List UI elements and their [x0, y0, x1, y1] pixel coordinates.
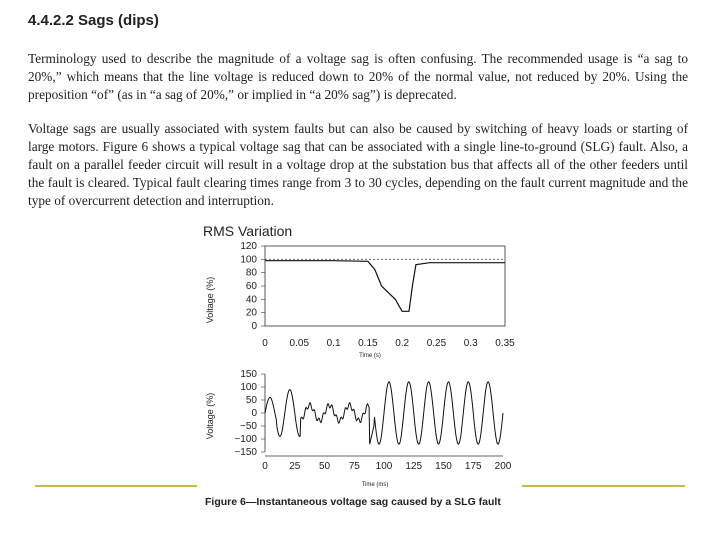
instantaneous-xtick-label: 75 — [348, 461, 360, 472]
instantaneous-xtick-label: 200 — [494, 461, 512, 472]
instantaneous-series-line — [265, 382, 503, 444]
paragraph-voltage-sags: Voltage sags are usually associated with system faults but can also be caused by switching of heavy loads or starting of large motors. Figure 6 shows a typical voltage sag that can be associated with a single line-to-ground (SLG) fault. Also, a fault on a parallel feeder circuit will result in a voltage drop at the substation bus that affects all of the other feeders until the fault is cleared. Typical fault clearing times range from 3 to 30 cycles, depending on the fault current magnitude and the type of overcurrent detection and interruption. — [28, 121, 688, 208]
instantaneous-xtick-label: 0 — [262, 461, 268, 472]
rms-xtick-label: 0.3 — [463, 338, 478, 349]
instantaneous-ytick-label: 50 — [245, 395, 257, 406]
instantaneous-ytick-label: 0 — [251, 408, 257, 419]
instantaneous-xtick-label: 50 — [318, 461, 331, 472]
rms-ytick-label: 120 — [240, 241, 257, 252]
instantaneous-xticks — [262, 461, 512, 472]
rms-axes — [265, 246, 505, 326]
rms-xticks — [262, 338, 515, 349]
figure-caption: Figure 6—Instantaneous voltage sag caused by a SLG fault — [205, 496, 501, 508]
rms-xtick-label: 0.15 — [358, 338, 378, 349]
figure-svg — [195, 220, 525, 490]
instantaneous-xlabel: Time (ms) — [361, 482, 389, 488]
instantaneous-xtick-label: 150 — [435, 461, 452, 472]
rms-plot-frame — [265, 246, 505, 326]
rms-xtick-label: 0.05 — [289, 338, 310, 349]
rms-xtick-label: 0.2 — [395, 338, 410, 349]
rms-ytick-label: 100 — [240, 254, 257, 266]
instantaneous-ytick-label: 100 — [240, 382, 257, 393]
rms-xtick-label: 0.1 — [326, 338, 341, 349]
paragraph-terminology: Terminology used to describe the magnitude of a voltage sag is often confusing. The recommended usage is “a sag to 20%,” which means that the line voltage is reduced down to 20% of the normal value, not reduced by 20%. Using the preposition “of” (as in “a sag of 20%,” or implied in “a 20% sag”) is deprecated. — [28, 51, 688, 102]
instantaneous-xtick-label: 25 — [289, 461, 301, 472]
rms-ytick-label: 0 — [251, 321, 257, 332]
rms-xtick-label: 0 — [262, 338, 268, 349]
rms-ytick-label: 60 — [245, 281, 257, 292]
figure-6 — [195, 220, 525, 490]
instantaneous-ytick-label: −100 — [234, 434, 257, 445]
rms-ylabel: Voltage (%) — [205, 276, 215, 324]
rms-ytick-label: 80 — [245, 267, 257, 279]
section-heading: 4.4.2.2 Sags (dips) — [28, 12, 159, 29]
instantaneous-ytick-label: 150 — [240, 369, 257, 380]
instantaneous-xtick-label: 125 — [405, 461, 423, 472]
instantaneous-ytick-label: −150 — [234, 447, 257, 458]
instantaneous-yticks — [234, 369, 265, 458]
rms-ytick-label: 40 — [245, 294, 257, 306]
instantaneous-ylabel: Voltage (%) — [205, 392, 215, 440]
rms-xtick-label: 0.35 — [495, 338, 515, 349]
instantaneous-xtick-label: 100 — [375, 461, 393, 472]
rms-xtick-label: 0.25 — [426, 338, 447, 349]
rms-xlabel: Time (s) — [359, 353, 381, 359]
divider-right — [522, 485, 685, 487]
rms-chart-title: RMS Variation — [203, 223, 293, 239]
rms-series-line — [265, 261, 505, 312]
rms-yticks — [240, 241, 265, 332]
instantaneous-ytick-label: −50 — [240, 421, 257, 432]
divider-left — [35, 485, 197, 487]
rms-ytick-label: 20 — [245, 307, 257, 319]
instantaneous-xtick-label: 175 — [464, 461, 482, 472]
